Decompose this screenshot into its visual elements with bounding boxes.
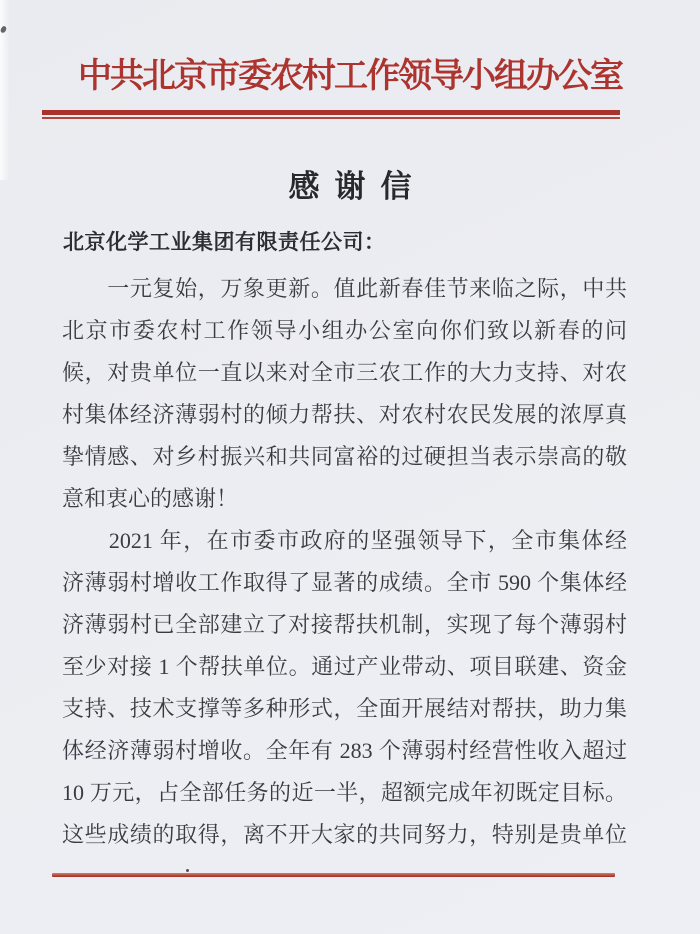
body-line: 村集体经济薄弱村的倾力帮扶、对农村农民发展的浓厚真 [62,402,627,427]
salutation: 北京化学工业集团有限责任公司： [63,231,386,254]
body-line: 一元复始，万象更新。值此新春佳节来临之际，中共 [62,276,627,301]
letterhead-org-name: 中共北京市委农村工作领导小组办公室 [78,58,622,95]
body-line: 挚情感、对乡村振兴和共同富裕的过硬担当表示崇高的敬 [62,444,627,469]
body-line: 这些成绩的取得，离不开大家的共同努力，特别是贵单位 [62,822,627,847]
letter-body [62,268,627,856]
body-line: 支持、技术支撑等多种形式，全面开展结对帮扶，助力集 [62,696,627,721]
body-line: 济薄弱村已全部建立了对接帮扶机制，实现了每个薄弱村 [62,612,627,637]
body-line: 至少对接 1 个帮扶单位。通过产业带动、项目联建、资金 [62,654,627,679]
body-line: 10 万元，占全部任务的近一半，超额完成年初既定目标。 [62,780,627,805]
letterhead-footer-rule [52,873,615,877]
scan-speck [186,869,189,872]
body-line: 济薄弱村增收工作取得了显著的成绩。全市 590 个集体经 [62,570,627,595]
body-line: 体经济薄弱村增收。全年有 283 个薄弱村经营性收入超过 [62,738,627,763]
letterhead-double-rule [42,110,620,119]
body-line: 2021 年，在市委市政府的坚强领导下，全市集体经 [62,528,627,553]
body-line: 候，对贵单位一直以来对全市三农工作的大力支持、对农 [62,360,627,385]
letter-title: 感谢信 [288,169,427,204]
body-line: 北京市委农村工作领导小组办公室向你们致以新春的问 [62,318,627,343]
body-line: 意和衷心的感谢！ [62,486,239,511]
